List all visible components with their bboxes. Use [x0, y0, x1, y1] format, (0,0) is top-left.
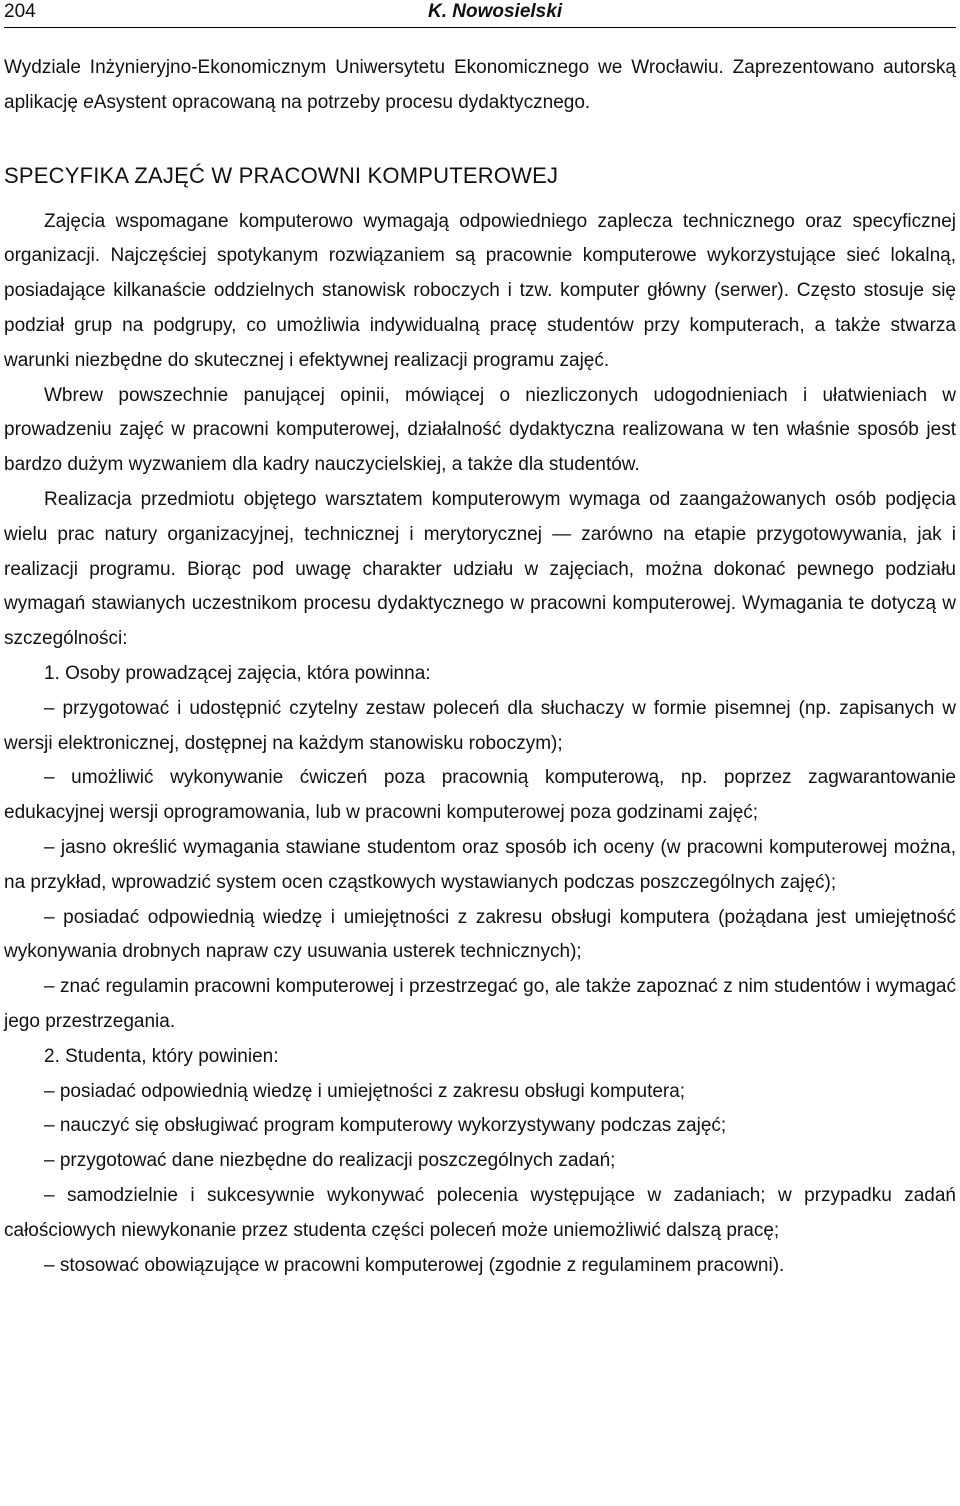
intro-tail: Asystent opracowaną na potrzeby procesu dydaktycznego.: [93, 91, 591, 113]
running-header: [4, 0, 956, 28]
paragraph: Wbrew powszechnie panującej opinii, mówiącej o niezliczonych udogodnieniach i ułatwieniach w prowadzeniu zajęć w pracowni komputerowej, działalność dydaktyczna realizowana w ten właśnie sposób jest bardzo dużym wyzwaniem dla kadry nauczycielskiej, a także dla studentów.: [4, 384, 956, 476]
list-item: – posiadać odpowiednią wiedzę i umiejętności z zakresu obsługi komputera;: [44, 1080, 686, 1102]
list-item: – przygotować i udostępnić czytelny zestaw poleceń dla słuchaczy w formie pisemnej (np. zapisanych w wersji elektronicznej, dostępnej na każdym stanowisku roboczym);: [4, 697, 956, 754]
list-item: – posiadać odpowiednią wiedzę i umiejętności z zakresu obsługi komputera (pożądana jest umiejętność wykonywania drobnych napraw czy usuwania usterek technicznych);: [4, 906, 956, 963]
intro-e-italic: e: [83, 91, 94, 113]
intro-paragraph: [4, 51, 956, 121]
list1-heading: 1. Osoby prowadzącej zajęcia, która powinna:: [44, 662, 431, 684]
list-item: – jasno określić wymagania stawiane studentom oraz sposób ich oceny (w pracowni komputerowej można, na przykład, wprowadzić system ocen cząstkowych wystawianych podczas poszczególnych zajęć);: [4, 836, 956, 893]
list-item: – umożliwić wykonywanie ćwiczeń poza pracownią komputerową, np. poprzez zagwarantowanie edukacyjnej wersji oprogramowania, lub w pracowni komputerowej poza godzinami zajęć;: [4, 767, 956, 824]
list-item: – samodzielnie i sukcesywnie wykonywać polecenia występujące w zadaniach; w przypadku zadań całościowych niewykonanie przez studenta części poleceń może uniemożliwić dalszą pracę;: [4, 1184, 956, 1241]
section-heading: SPECYFIKA ZAJĘĆ W PRACOWNI KOMPUTEROWEJ: [4, 162, 559, 188]
paragraph: Zajęcia wspomagane komputerowo wymagają odpowiedniego zaplecza technicznego oraz specyficznej organizacji. Najczęściej spotykanym rozwiązaniem są pracownie komputerowe wykorzystujące sieć lokalną, posiadające kilkanaście oddzielnych stanowisk roboczych i tzw. komputer główny (serwer). Często stosuje się podział grup na podgrupy, co umożliwia indywidualną pracę studentów przy komputerach, a także stwarza warunki niezbędne do skutecznej i efektywnej realizacji programu zajęć.: [4, 210, 956, 371]
list-item: – nauczyć się obsługiwać program komputerowy wykorzystywany podczas zajęć;: [44, 1115, 727, 1137]
list-item: – stosować obowiązujące w pracowni komputerowej (zgodnie z regulaminem pracowni).: [44, 1254, 785, 1276]
page-number: 204: [4, 1, 36, 22]
list-item: – przygotować dane niezbędne do realizacji poszczególnych zadań;: [44, 1150, 616, 1172]
intro-lead: Wydziale Inżynieryjno-Ekonomicznym Uniwersytetu Ekonomicznego we Wrocławiu. Zaprezentowano autorską aplikację: [4, 57, 956, 113]
list2-heading: 2. Studenta, który powinien:: [44, 1045, 279, 1067]
paragraph: Realizacja przedmiotu objętego warsztatem komputerowym wymaga od zaangażowanych osób podjęcia wielu prac natury organizacyjnej, technicznej i merytorycznej — zarówno na etapie przygotowywania, jak i realizacji programu. Biorąc pod uwagę charakter udziału w zajęciach, można dokonać pewnego podziału wymagań stawianych uczestnikom procesu dydaktycznego w pracowni komputerowej. Wymagania te dotyczą w szczególności:: [4, 488, 956, 650]
list-item: – znać regulamin pracowni komputerowej i przestrzegać go, ale także zapoznać z nim studentów i wymagać jego przestrzegania.: [4, 976, 956, 1032]
running-author: K. Nowosielski: [428, 1, 563, 22]
document-body: [4, 51, 956, 1283]
